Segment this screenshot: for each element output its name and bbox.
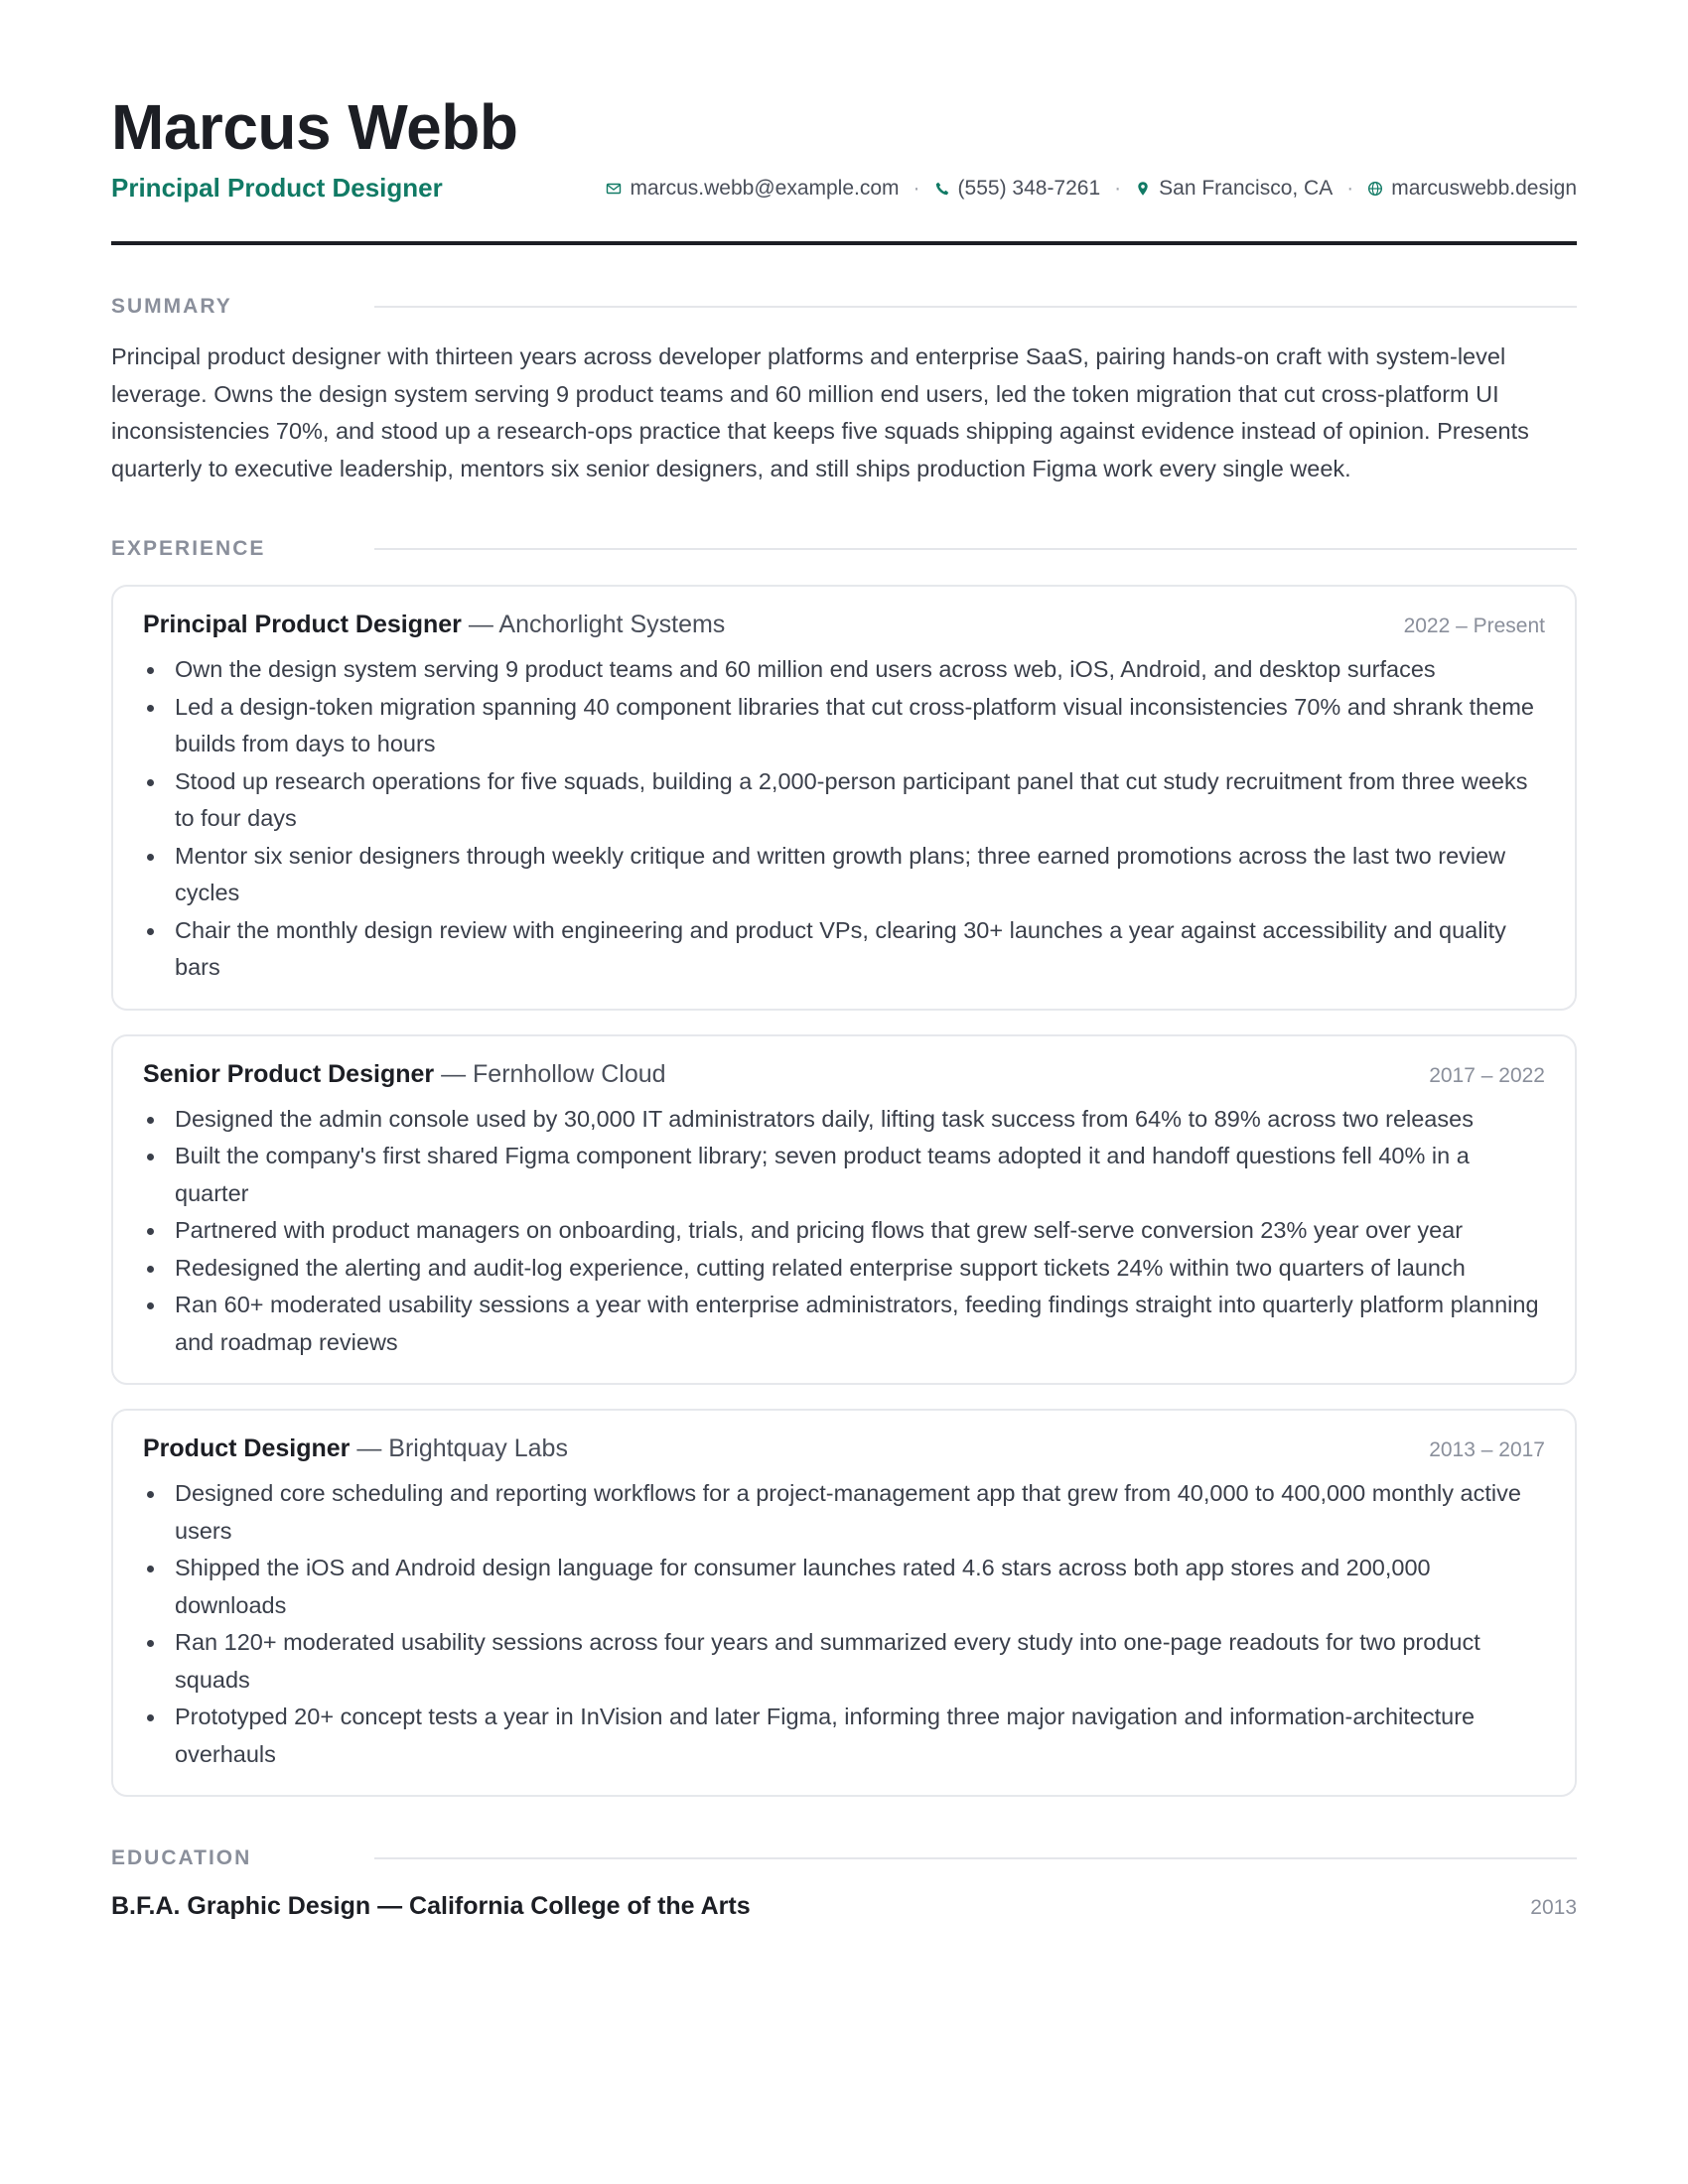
- contact-list: [606, 177, 1577, 201]
- phone-icon: [934, 181, 950, 197]
- section-title-summary: SUMMARY: [111, 295, 232, 318]
- section-title-experience: EXPERIENCE: [111, 537, 266, 560]
- list-item: Built the company's first shared Figma component library; seven product teams adopted it and handoff questions fell 40% in a quarter: [143, 1138, 1545, 1212]
- contact-website-text: marcuswebb.design: [1391, 176, 1577, 200]
- job-role: Product Designer: [143, 1434, 351, 1462]
- contact-website[interactable]: [1367, 177, 1577, 201]
- list-item: Redesigned the alerting and audit-log experience, cutting related enterprise support tickets 24% within two quarters of launch: [143, 1250, 1545, 1288]
- list-item: Mentor six senior designers through weekly critique and written growth plans; three earned promotions across the last two review cycles: [143, 838, 1545, 912]
- experience-card: [111, 585, 1577, 1011]
- education-section: [111, 1846, 1577, 1921]
- mail-icon: [606, 181, 622, 197]
- summary-text: Principal product designer with thirteen years across developer platforms and enterprise SaaS, pairing hands-on craft with system-level leverage. Owns the design system serving 9 product teams and 60 million end users, led the token migration that cut cross-platform UI inconsistencies 70%, and stood up a research-ops practice that keeps five squads shipping against evidence instead of opinion. Presents quarterly to executive leadership, mentors six senior designers, and still ships production Figma work every single week.: [111, 343, 1529, 481]
- candidate-role: Principal Product Designer: [111, 173, 443, 203]
- list-item: Own the design system serving 9 product teams and 60 million end users across web, iOS, Android, and desktop surfaces: [143, 651, 1545, 689]
- contact-phone-text: (555) 348-7261: [957, 176, 1101, 200]
- education-degree: B.F.A. Graphic Design — California College of the Arts: [111, 1892, 751, 1920]
- list-item: Prototyped 20+ concept tests a year in InVision and later Figma, informing three major navigation and information-architecture overhauls: [143, 1699, 1545, 1773]
- contact-phone[interactable]: [934, 177, 1101, 201]
- job-header: [143, 1434, 1545, 1463]
- list-item: Led a design-token migration spanning 40 component libraries that cut cross-platform visual inconsistencies 70% and shrank theme builds from days to hours: [143, 689, 1545, 763]
- list-item: Ran 120+ moderated usability sessions across four years and summarized every study into one-page readouts for two product squads: [143, 1624, 1545, 1699]
- job-header: [143, 611, 1545, 639]
- job-dates: 2017 – 2022: [1429, 1063, 1545, 1087]
- list-item: Partnered with product managers on onboarding, trials, and pricing flows that grew self-serve conversion 23% year over year: [143, 1212, 1545, 1250]
- section-divider: [374, 306, 1577, 308]
- education-year: 2013: [1530, 1896, 1577, 1919]
- list-item: Shipped the iOS and Android design language for consumer launches rated 4.6 stars across both app stores and 200,000 downloads: [143, 1550, 1545, 1624]
- section-header: [111, 1846, 1577, 1870]
- job-company: — Brightquay Labs: [350, 1434, 568, 1462]
- job-bullets: [143, 651, 1545, 987]
- experience-section: [111, 537, 1577, 1797]
- education-row: [111, 1892, 1577, 1921]
- list-item: Chair the monthly design review with engineering and product VPs, clearing 30+ launches a year against accessibility and quality bars: [143, 912, 1545, 987]
- job-header: [143, 1060, 1545, 1089]
- job-dates: 2022 – Present: [1403, 614, 1545, 637]
- job-bullets: [143, 1101, 1545, 1362]
- list-item: Designed core scheduling and reporting workflows for a project-management app that grew from 40,000 to 400,000 monthly active users: [143, 1475, 1545, 1550]
- header-divider: [111, 241, 1577, 245]
- contact-email[interactable]: [606, 177, 899, 201]
- job-role: Principal Product Designer: [143, 611, 462, 638]
- section-divider: [374, 1857, 1577, 1859]
- job-company: — Anchorlight Systems: [461, 611, 726, 638]
- contact-location: [1135, 177, 1333, 201]
- job-company: — Fernhollow Cloud: [434, 1059, 666, 1088]
- contact-email-text: marcus.webb@example.com: [630, 176, 900, 200]
- contact-separator: ·: [1346, 176, 1354, 200]
- list-item: Ran 60+ moderated usability sessions a year with enterprise administrators, feeding findings straight into quarterly platform planning and roadmap reviews: [143, 1287, 1545, 1361]
- experience-card: [111, 1409, 1577, 1797]
- contact-separator: ·: [1114, 176, 1122, 200]
- section-header: [111, 537, 1577, 561]
- contact-separator: ·: [913, 176, 920, 200]
- globe-icon: [1367, 181, 1383, 197]
- list-item: Stood up research operations for five squads, building a 2,000-person participant panel that cut study recruitment from three weeks to four days: [143, 763, 1545, 838]
- contact-location-text: San Francisco, CA: [1159, 176, 1334, 200]
- job-title: [143, 1434, 568, 1463]
- section-title-education: EDUCATION: [111, 1846, 252, 1869]
- job-title: [143, 1060, 666, 1089]
- section-header: [111, 295, 1577, 319]
- location-pin-icon: [1135, 181, 1151, 197]
- summary-section: [111, 295, 1577, 487]
- job-bullets: [143, 1475, 1545, 1773]
- job-dates: 2013 – 2017: [1429, 1438, 1545, 1461]
- resume-header: [111, 0, 1577, 245]
- section-divider: [374, 548, 1577, 550]
- candidate-name: Marcus Webb: [111, 91, 518, 163]
- list-item: Designed the admin console used by 30,000 IT administrators daily, lifting task success from 64% to 89% across two releases: [143, 1101, 1545, 1139]
- header-subrow: [111, 173, 1577, 204]
- job-title: [143, 611, 725, 639]
- experience-card: [111, 1034, 1577, 1386]
- job-role: Senior Product Designer: [143, 1059, 435, 1088]
